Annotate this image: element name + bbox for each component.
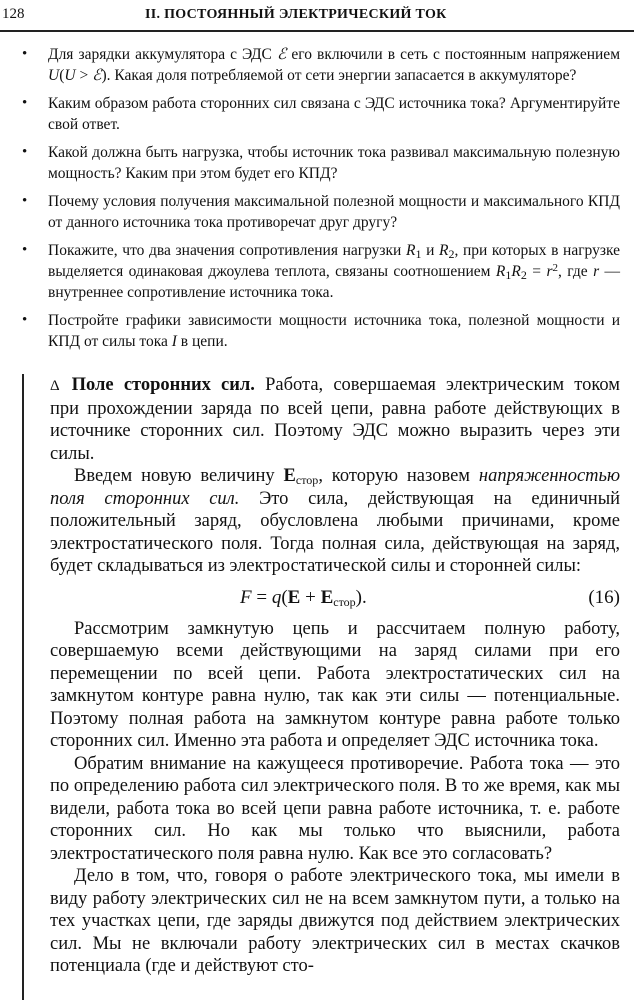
plus-sign: + xyxy=(300,586,321,608)
bullet: • xyxy=(22,46,28,62)
subscript: 2 xyxy=(448,247,455,261)
question-text: Покажите, что два значения сопротивления нагрузки xyxy=(48,242,402,259)
paragraph-text: , которую назовем xyxy=(318,466,471,486)
paragraph xyxy=(50,618,620,753)
current-symbol: I xyxy=(171,333,177,350)
question-text: Постройте графики зависимости мощности источника тока, полезной мощности и КПД от силы тока xyxy=(48,312,620,350)
question-text: его включили в сеть с постоянным напряжением xyxy=(291,46,621,63)
gt-sign: > xyxy=(75,67,93,84)
bullet: • xyxy=(22,193,28,209)
voltage-symbol: U xyxy=(48,67,60,84)
paragraph-text: Дело в том, что, говоря о работе электрического тока, мы имели в виду работу электрических сил не на всем замкнутом пути, а только на тех участках цепи, где заряды движутся под действием электрических сил. Мы не включали работу электрических сил в местах скачков потенциала (где и действуют сто- xyxy=(50,866,620,976)
subscript: 1 xyxy=(505,268,512,282)
question-text: , где xyxy=(557,263,588,280)
question-text: , при которых в нагрузке выделяется одинаковая джоулева теплота, связаны соотношением xyxy=(48,242,620,280)
internal-resistance-symbol: r xyxy=(546,263,553,280)
question-text: Почему условия получения максимальной полезной мощности и максимального КПД от данного источника тока противоречат друг другу? xyxy=(48,193,620,231)
equals-sign: = xyxy=(251,586,272,608)
paragraph-text: Обратим внимание на кажущееся противоречие. Работа тока — это по определению работа сил электрического поля. В то же время, как мы видели, работа тока во всей цепи равна работе источника, т. е. работе сторонних сил. Но как мы только что выяснили, работа электростатического поля равна нулю. Как все это согласовать? xyxy=(50,753,620,864)
paragraph xyxy=(50,465,620,578)
paragraph xyxy=(50,865,620,978)
paren: ( xyxy=(59,67,65,84)
paragraph xyxy=(50,374,620,465)
header-rule xyxy=(0,30,634,32)
question-item xyxy=(0,310,634,352)
emf-symbol: ℰ xyxy=(276,46,287,63)
paragraph-text: Работа, совершаемая электрическим током при прохождении заряда по всей цепи, равна работе действующих в источнике сторонних сил. Поэтому ЭДС можно выразить через эти силы. xyxy=(50,375,620,464)
question-item xyxy=(0,240,634,303)
paragraph-text: Введем новую величину xyxy=(74,466,275,486)
subscript: стор xyxy=(295,473,319,487)
bullet: • xyxy=(22,144,28,160)
field-symbol: E xyxy=(287,586,301,608)
section-heading: Поле сторонних сил. xyxy=(71,375,255,395)
paragraph xyxy=(50,753,620,866)
superscript: 2 xyxy=(552,262,558,274)
resistance-symbol: R xyxy=(495,263,506,280)
page-number: 128 xyxy=(2,6,25,22)
equals-sign: = xyxy=(526,263,547,280)
formula-16 xyxy=(50,578,620,618)
bullet: • xyxy=(22,312,28,328)
question-item xyxy=(0,191,634,233)
question-text: Какой должна быть нагрузка, чтобы источник тока развивал максимальную полезную мощность? Каким при этом будет его КПД? xyxy=(48,144,620,182)
force-symbol: F xyxy=(240,586,252,608)
question-item xyxy=(0,142,634,184)
charge-symbol: q xyxy=(271,586,282,608)
resistance-symbol: R xyxy=(511,263,521,280)
section-external-forces-field xyxy=(0,374,634,1000)
bullet: • xyxy=(22,95,28,111)
margin-bar xyxy=(22,374,24,1000)
internal-resistance-symbol: r xyxy=(593,263,600,280)
emf-symbol: ℰ xyxy=(92,67,102,84)
voltage-symbol: U xyxy=(64,67,76,84)
subscript: стор xyxy=(333,594,356,609)
section-marker-icon: Δ xyxy=(50,378,60,394)
question-text: Какая доля потребляемой от сети энергии запасается в аккумуляторе? xyxy=(114,67,577,84)
paragraph-text: Рассмотрим замкнутую цепь и рассчитаем полную работу, совершаемую всеми действующими на заряд силами при его перемещении по всей цепи. Работа электростатических сил на замкнутом контуре равна нулю, так как эти силы — потенциальные. Поэтому полная работа на замкнутом контуре равна работе только сторонних сил. Именно эта работа и определяет ЭДС источника тока. xyxy=(50,618,620,751)
bullet: • xyxy=(22,242,28,258)
resistance-symbol: R xyxy=(405,242,416,259)
field-symbol: E xyxy=(283,466,296,486)
section-body xyxy=(50,374,620,978)
paren: ). xyxy=(355,586,367,608)
field-symbol: E xyxy=(320,586,334,608)
question-text: в цепи. xyxy=(180,333,228,350)
question-item xyxy=(0,93,634,135)
question-text: и xyxy=(426,242,435,259)
page-header xyxy=(0,0,634,34)
resistance-symbol: R xyxy=(439,242,449,259)
running-title: II. ПОСТОЯННЫЙ ЭЛЕКТРИЧЕСКИЙ ТОК xyxy=(145,7,447,22)
question-text: — внутреннее сопротивление источника тока. xyxy=(48,263,621,301)
formula-expression xyxy=(240,578,367,618)
question-text: Каким образом работа сторонних сил связана с ЭДС источника тока? Аргументируйте свой ответ. xyxy=(48,95,620,133)
defined-term: напряженностью поля сторонних сил. xyxy=(50,466,620,509)
review-questions-list xyxy=(0,44,634,359)
paragraph-text: Это сила, действующая на единичный положительный заряд, обусловлена любыми причинами, кроме электростатического поля. Тогда полная сила, действующая на заряд, будет складываться из электростатической силы и сторонней силы: xyxy=(50,488,621,576)
paren: ( xyxy=(281,586,288,608)
equation-number: (16) xyxy=(588,586,620,608)
subscript: 1 xyxy=(415,247,422,261)
question-text: Для зарядки аккумулятора с ЭДС xyxy=(48,46,272,63)
subscript: 2 xyxy=(520,268,527,282)
paren: ). xyxy=(101,67,111,84)
question-item xyxy=(0,44,634,86)
